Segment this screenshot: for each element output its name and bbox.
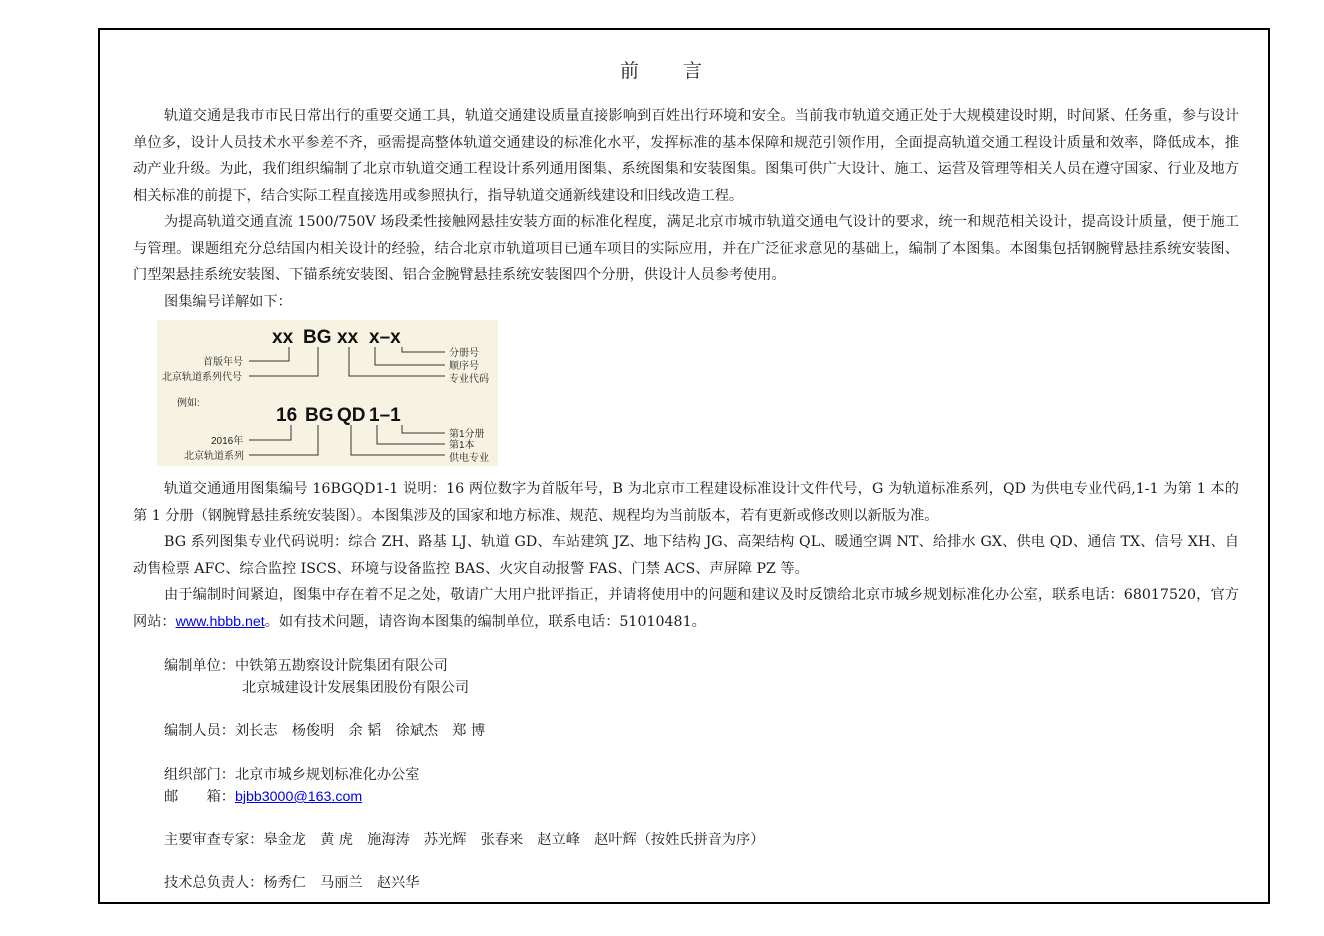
experts-row (164, 829, 764, 851)
website-link[interactable]: www.hbbb.net (175, 613, 265, 630)
label-first-year: 首版年号 (203, 357, 243, 368)
editing-unit-2: 北京城建设计发展集团股份有限公司 (242, 680, 470, 696)
pattern-volume: x–x (369, 327, 401, 348)
chief-row (164, 872, 419, 894)
chief: 杨秀仁 马丽兰 赵兴华 (263, 875, 420, 891)
feedback-text-end: 。如有技术问题，请咨询本图集的编制单位，联系电话：51010481。 (264, 613, 706, 630)
example-label-order: 第1本 (449, 440, 475, 451)
editing-staff: 刘长志 杨俊明 余 韬 徐斌杰 郑 博 (234, 723, 486, 739)
experts-label: 主要审查专家： (164, 832, 264, 848)
page-title (0, 56, 1324, 83)
example-label-volume: 第1分册 (449, 429, 485, 440)
pattern-discipline: xx (337, 327, 359, 348)
example-label: 例如: (177, 398, 200, 409)
numbering-explanation: 轨道交通通用图集编号 16BGQD1-1 说明：16 两位数字为首版年号，B 为北京市工程建设标准设计文件代号，G 为轨道标准系列，QD 为供电专业代码,1-1 为第 1 本的第 1 分册（钢腕臂悬挂系统安装图）。本图集涉及的国家和地方标准、规范、规程均为当前版本，若有更新或修改则以新版为准。 (133, 481, 1239, 524)
example-label-year: 2016年 (211, 436, 244, 447)
example-label-series: 北京轨道系列 (184, 451, 244, 462)
email-link[interactable]: bjbb3000@163.com (234, 789, 363, 805)
title-char-2: 言 (683, 60, 705, 82)
discipline-codes: BG 系列图集专业代码说明：综合 ZH、路基 LJ、轨道 GD、车站建筑 JZ、地下结构 JG、高架结构 QL、暖通空调 NT、给排水 GX、供电 QD、通信 TX、信号 XH、自动售检票 AFC、综合监控 ISCS、环境与设备监控 BAS、火灾自动报警 FAS、门禁 ACS、声屏障 PZ 等。 (133, 534, 1239, 577)
feedback-paragraph (133, 582, 1239, 635)
numbering-diagram (157, 320, 498, 466)
editing-staff-row (164, 720, 485, 742)
example-label-discipline: 供电专业 (449, 453, 489, 464)
intro-paragraph-1: 轨道交通是我市市民日常出行的重要交通工具，轨道交通建设质量直接影响到百姓出行环境和安全。当前我市轨道交通正处于大规模建设时期，时间紧、任务重，参与设计单位多，设计人员技术水平参差不齐，亟需提高整体轨道交通建设的标准化水平，发挥标准的基本保障和规范引领作用，全面提高轨道交通工程设计质量和效率，降低成本，推动产业升级。为此，我们组织编制了北京市轨道交通工程设计系列通用图集、系统图集和安装图集。图集可供广大设计、施工、运营及管理等相关人员在遵守国家、行业及地方相关标准的前提下，结合实际工程直接选用或参照执行，指导轨道交通新线建设和旧线改造工程。 (133, 108, 1239, 204)
department-row (164, 764, 419, 786)
example-year: 16 (276, 405, 298, 426)
editing-unit-1: 中铁第五勘察设计院集团有限公司 (234, 658, 448, 674)
example-discipline: QD (337, 405, 366, 426)
pattern-series: BG (303, 327, 332, 348)
department-label: 组织部门： (164, 767, 235, 783)
intro-paragraph-2: 为提高轨道交通直流 1500/750V 场段柔性接触网悬挂安装方面的标准化程度，满足北京市城市轨道交通电气设计的要求，统一和规范相关设计，提高设计质量，便于施工与管理。课题组充分总结国内相关设计的经验，结合北京市轨道项目已通车项目的实际应用，并在广泛征求意见的基础上，编制了本图集。本图集包括钢腕臂悬挂系统安装图、门型架悬挂系统安装图、下锚系统安装图、铝合金腕臂悬挂系统安装图四个分册，供设计人员参考使用。 (133, 214, 1239, 283)
experts: 皋金龙 黄 虎 施海涛 苏光辉 张春来 赵立峰 赵叶辉（按姓氏拼音为序） (263, 832, 765, 848)
editing-unit-label: 编制单位： (164, 658, 235, 674)
email-label: 邮 箱： (164, 789, 235, 805)
title-char-1: 前 (619, 60, 641, 82)
label-discipline: 专业代码 (449, 374, 489, 385)
editing-staff-label: 编制人员： (164, 723, 235, 739)
label-series-code: 北京轨道系列代号 (162, 372, 242, 383)
department: 北京市城乡规划标准化办公室 (234, 767, 420, 783)
pattern-year: xx (272, 327, 294, 348)
email-row (164, 786, 362, 808)
feedback-text: 由于编制时间紧迫，图集中存在着不足之处，敬请广大用户批评指正，并请将使用中的问题和建议及时反馈给北京市城乡规划标准化办公室，联系电话：68017520，官方网站： (133, 587, 1239, 630)
editing-unit-row (164, 655, 448, 677)
label-volume: 分册号 (449, 348, 479, 359)
label-order: 顺序号 (449, 361, 479, 372)
numbering-heading: 图集编号详解如下： (164, 294, 292, 310)
example-series: BG (305, 405, 334, 426)
chief-label: 技术总负责人： (164, 875, 264, 891)
example-volume: 1–1 (369, 405, 401, 426)
